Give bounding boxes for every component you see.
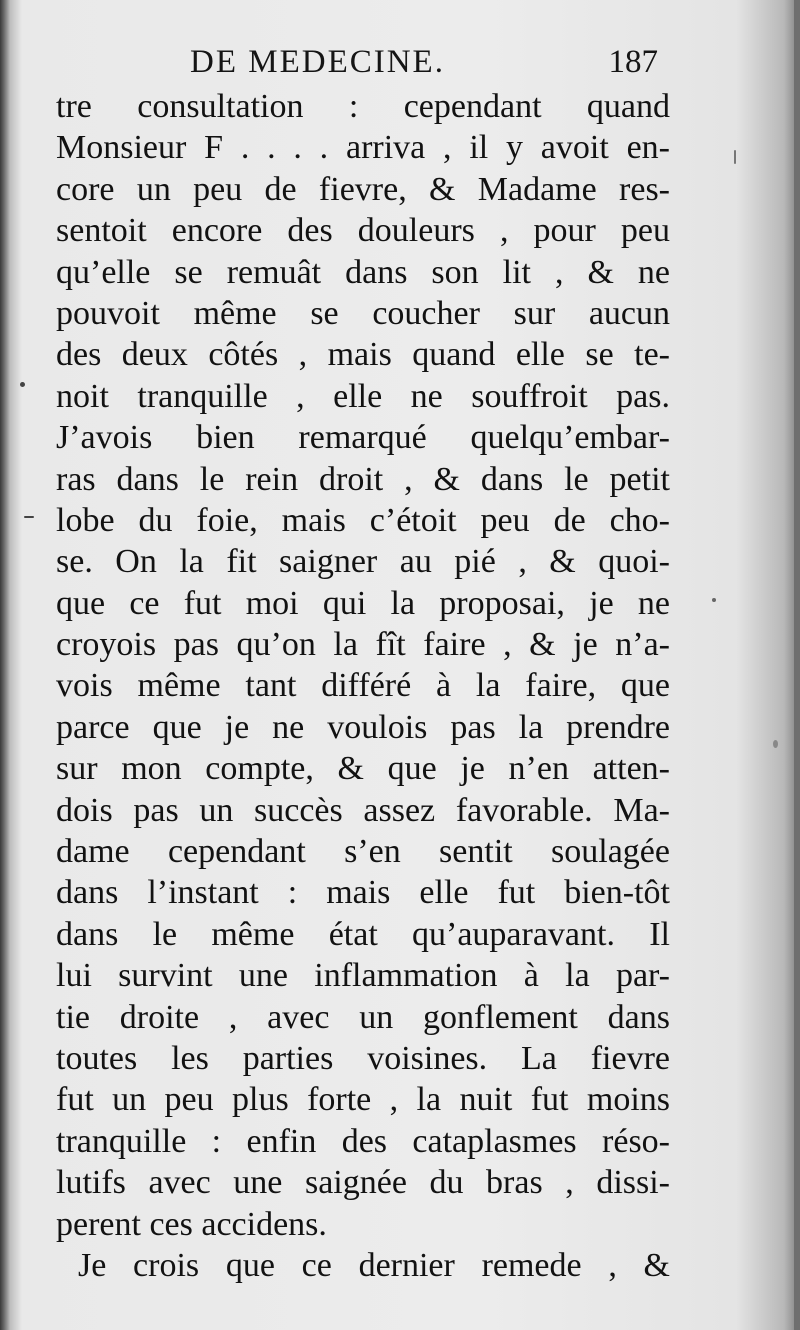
- text-line: lutifs avec une saignée du bras , dissi-: [56, 1164, 670, 1202]
- text-line: J’avois bien remarqué quelqu’embar-: [56, 419, 670, 457]
- page-number: 187: [608, 44, 658, 80]
- text-line: toutes les parties voisines. La fievre: [56, 1039, 670, 1077]
- text-line: se. On la fit saigner au pié , & quoi-: [56, 543, 670, 581]
- text-line: sur mon compte, & que je n’en atten-: [56, 750, 670, 788]
- text-line: noit tranquille , elle ne souffroit pas.: [56, 377, 670, 415]
- text-line: tranquille : enfin des cataplasmes réso-: [56, 1122, 670, 1160]
- text-line: tie droite , avec un gonflement dans: [56, 998, 670, 1036]
- text-line: que ce fut moi qui la proposai, je ne: [56, 584, 670, 622]
- text-line: qu’elle se remuât dans son lit , & ne: [56, 253, 670, 291]
- text-line: core un peu de fievre, & Madame res-: [56, 170, 670, 208]
- body-text: [56, 86, 670, 1286]
- text-line: lobe du foie, mais c’étoit peu de cho-: [56, 501, 670, 539]
- text-line: dans l’instant : mais elle fut bien-tôt: [56, 874, 670, 912]
- text-line: lui survint une inflammation à la par-: [56, 957, 670, 995]
- ink-speck: [24, 516, 34, 518]
- text-line: parce que je ne voulois pas la prendre: [56, 708, 670, 746]
- text-line: perent ces accidens.: [56, 1205, 327, 1243]
- text-line: pouvoit même se coucher sur aucun: [56, 294, 670, 332]
- ink-speck: [712, 598, 716, 602]
- text-line: sentoit encore des douleurs , pour peu: [56, 212, 670, 250]
- text-line: tre consultation : cependant quand: [56, 88, 670, 125]
- ink-speck: [20, 382, 25, 387]
- text-line: ras dans le rein droit , & dans le petit: [56, 460, 670, 498]
- text-line: dois pas un succès assez favorable. Ma-: [56, 791, 670, 829]
- text-line: croyois pas qu’on la fît faire , & je n’a-: [56, 626, 670, 664]
- text-line: Monsieur F . . . . arriva , il y avoit en-: [56, 129, 670, 167]
- running-head-title: DE MEDECINE.: [190, 44, 445, 80]
- page-edge: [794, 0, 800, 1330]
- text-line: fut un peu plus forte , la nuit fut moins: [56, 1081, 670, 1119]
- text-line: des deux côtés , mais quand elle se te-: [56, 336, 670, 374]
- text-line: dans le même état qu’auparavant. Il: [56, 915, 670, 953]
- ink-speck: [734, 150, 736, 164]
- text-line: vois même tant différé à la faire, que: [56, 667, 670, 705]
- ink-speck: [773, 740, 778, 748]
- paragraph-start-line: Je crois que ce dernier remede , &: [78, 1246, 670, 1284]
- text-line: dame cependant s’en sentit soulagée: [56, 833, 670, 871]
